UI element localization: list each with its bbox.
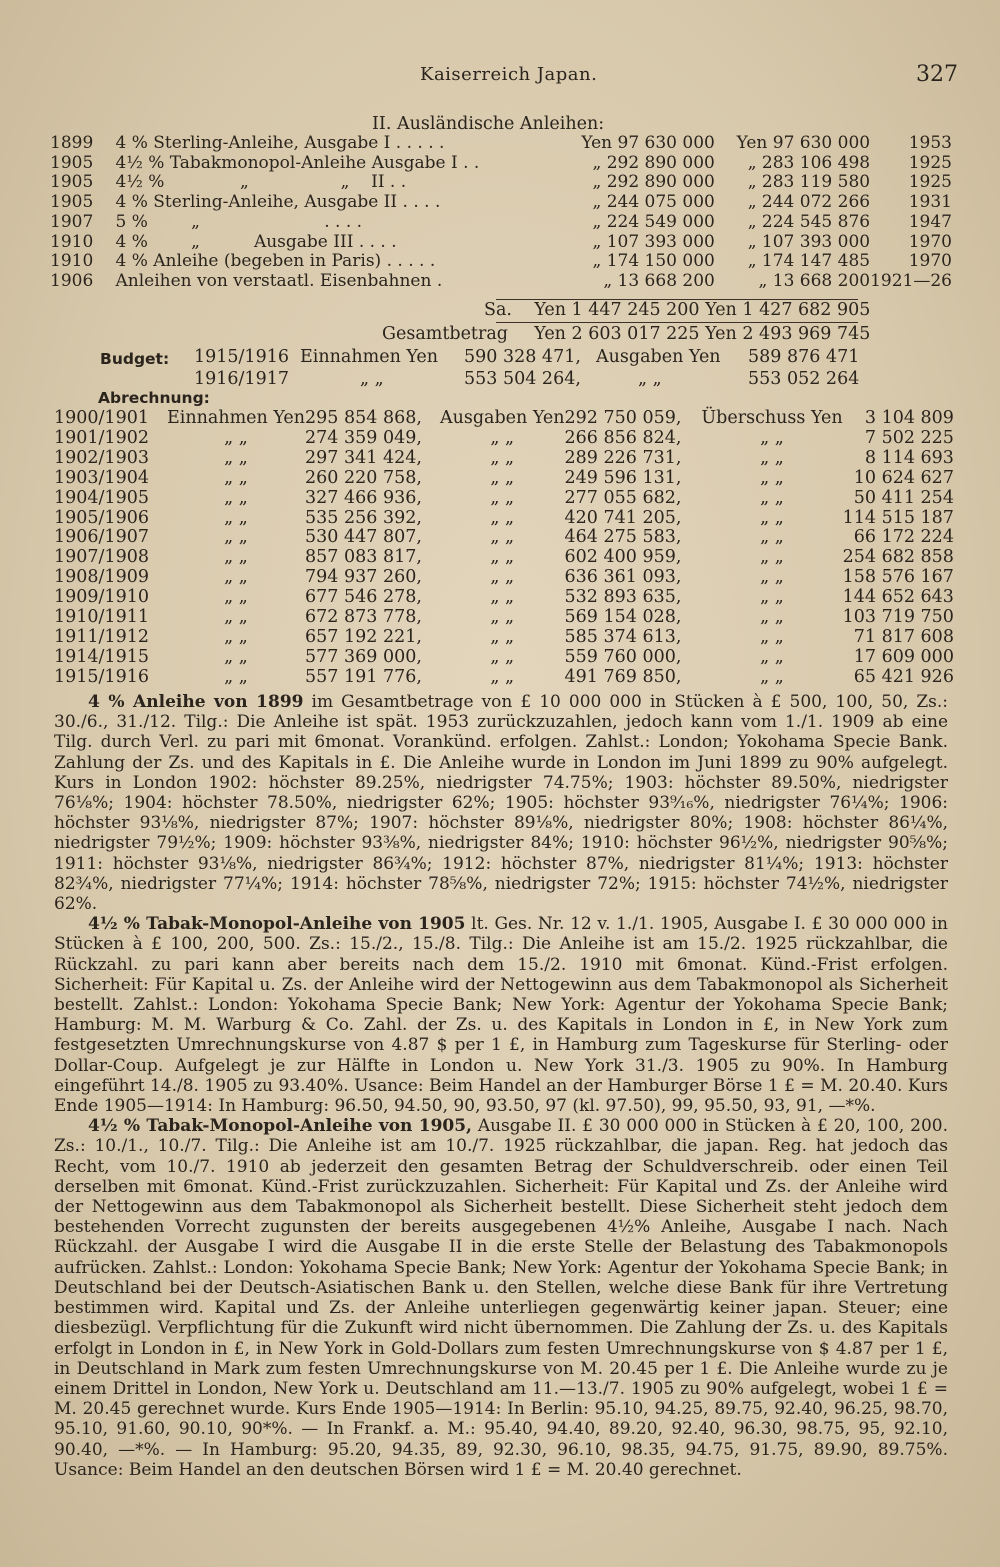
accounts-surplus: 17 609 000 bbox=[853, 646, 954, 667]
accounts-income: 297 341 424, bbox=[305, 447, 422, 468]
grand-total-issued: Yen 2 603 017 225 bbox=[534, 324, 700, 344]
accounts-row bbox=[54, 628, 954, 648]
accounts-expense: 585 374 613, bbox=[564, 626, 682, 647]
accounts-expense-label: „ „ bbox=[490, 487, 515, 508]
loan-maturity: 1921—26 bbox=[870, 270, 952, 291]
accounts-income-label: „ „ bbox=[224, 467, 248, 488]
budget-income-label: Einnahmen Yen bbox=[300, 347, 439, 367]
accounts-year: 1901/1902 bbox=[54, 427, 149, 448]
accounts-expense: 289 226 731, bbox=[564, 447, 682, 468]
budget-label: Budget: bbox=[100, 350, 170, 368]
loan-heading: 4 % Anleihe von 1899 bbox=[88, 692, 304, 712]
accounts-expense: 602 400 959, bbox=[564, 547, 682, 568]
loan-amount-current: „ 224 545 876 bbox=[747, 211, 871, 232]
running-title: Kaiserreich Japan. bbox=[420, 64, 598, 85]
loan-amount-current: „ 13 668 200 bbox=[758, 270, 871, 291]
loan-heading: 4½ % Tabak-Monopol-Anleihe von 1905, bbox=[88, 1116, 472, 1137]
accounts-income-label: „ „ bbox=[224, 567, 248, 588]
subtotal-current: Yen 1 427 682 905 bbox=[705, 300, 871, 320]
accounts-expense-label: „ „ bbox=[490, 626, 515, 647]
loan-year: 1907 bbox=[50, 211, 94, 232]
accounts-income-label: „ „ bbox=[224, 447, 248, 468]
accounts-expense-label: „ „ bbox=[490, 587, 515, 608]
loan-description: 5 % „ . . . . bbox=[115, 211, 363, 232]
accounts-income: 295 854 868, bbox=[305, 408, 422, 428]
loan-description: 4 % Sterling-Anleihe, Ausgabe II . . . . bbox=[115, 192, 441, 213]
page-number: 327 bbox=[916, 62, 958, 87]
accounts-expense: 636 361 093, bbox=[564, 567, 682, 588]
loan-description: 4½ % Tabakmonopol-Anleihe Ausgabe I . . bbox=[115, 152, 480, 173]
accounts-surplus: 10 624 627 bbox=[853, 467, 954, 488]
accounts-income: 577 369 000, bbox=[305, 646, 422, 667]
loan-description: Anleihen von verstaatl. Eisenbahnen . bbox=[115, 270, 443, 291]
accounts-expense: 569 154 028, bbox=[564, 607, 682, 628]
loan-amount-issued: „ 244 075 000 bbox=[592, 192, 715, 213]
loan-row bbox=[50, 252, 952, 272]
accounts-row bbox=[54, 568, 954, 588]
accounts-surplus-label: „ „ bbox=[760, 447, 784, 468]
loan-description: 4 % „ Ausgabe III . . . . bbox=[115, 231, 397, 252]
accounts-income: 274 359 049, bbox=[305, 427, 422, 448]
accounts-income-label: „ „ bbox=[224, 587, 248, 608]
budget-expense-label: Ausgaben Yen bbox=[596, 347, 721, 367]
accounts-year: 1911/1912 bbox=[54, 626, 149, 647]
loan-paragraph bbox=[54, 914, 948, 1116]
accounts-income-label: „ „ bbox=[224, 646, 248, 667]
accounts-income-label: „ „ bbox=[224, 527, 248, 548]
loan-amount-issued: „ 292 890 000 bbox=[592, 152, 715, 173]
accounts-year: 1906/1907 bbox=[54, 527, 149, 548]
loan-paragraph bbox=[54, 692, 948, 914]
subtotal-issued: Yen 1 447 245 200 bbox=[534, 300, 700, 320]
accounts-income-label: „ „ bbox=[224, 487, 248, 508]
budget-income: 590 328 471, bbox=[464, 347, 581, 367]
subtotal-label: Sa. bbox=[484, 300, 512, 320]
accounts-expense: 277 055 682, bbox=[564, 487, 682, 508]
accounts-table bbox=[54, 409, 954, 688]
accounts-row bbox=[54, 429, 954, 449]
budget-expense-label: „ „ bbox=[638, 369, 662, 389]
accounts-income-label: Einnahmen Yen bbox=[166, 408, 306, 428]
accounts-expense-label: „ „ bbox=[490, 507, 515, 528]
accounts-expense: 420 741 205, bbox=[564, 507, 682, 528]
accounts-income: 672 873 778, bbox=[305, 607, 422, 628]
accounts-year: 1910/1911 bbox=[54, 607, 149, 628]
accounts-income: 794 937 260, bbox=[305, 567, 422, 588]
budget-income: 553 504 264, bbox=[464, 369, 581, 389]
accounts-year: 1905/1906 bbox=[54, 507, 149, 528]
accounts-expense-label: „ „ bbox=[490, 607, 515, 628]
accounts-income-label: „ „ bbox=[224, 626, 248, 647]
accounts-surplus-label: „ „ bbox=[760, 607, 784, 628]
loan-row bbox=[50, 154, 952, 174]
accounts-expense-label: „ „ bbox=[490, 467, 515, 488]
loan-description: 4 % Sterling-Anleihe, Ausgabe I . . . . . bbox=[115, 133, 445, 153]
accounts-income: 857 083 817, bbox=[305, 547, 422, 568]
accounts-surplus: 65 421 926 bbox=[853, 666, 954, 687]
loan-text: im Gesamtbetrage von £ 10 000 000 in Stücken à £ 500, 100, 50, Zs.: 30./6., 31./12. Tilg.: Die Anleihe ist spät. 1953 zurückzuzahlen, jedoch kann vom 1./1. 1909 ab eine Tilg. durch Verl. zu pari mit 6monat. Vorankünd. erfolgen. Zahlst.: London; Yokohama Specie Bank. Zahlung der Zs. und des Kapitals in £. Die Anleihe wurde in London im Juni 1899 zu 90% aufgelegt. Kurs in London 1902: höchster 89.25%, niedrigster 74.75%; 1903: höchster 89.50%, niedrigster 76⅛%; 1904: höchster 78.50%, niedrigster 62%; 1905: höchster 93⁹⁄₁₆%, niedrigster 76¼%; 1906: höchster 93⅛%, niedrigster 87%; 1907: höchster 89⅛%, niedrigster 80%; 1908: höchster 86¼%, niedrigster 79½%; 1909: höchster 93⅜%, niedrigster 84%; 1910: höchster 96½%, niedrigster 90⅝%; 1911: höchster 93⅛%, niedrigster 86¾%; 1912: höchster 87%, niedrigster 81¼%; 1913: höchster 82¾%, niedrigster 77¼%; 1914: höchster 78⅝%, niedrigster 72%; 1915: höchster 74½%, niedrigster 62%. bbox=[54, 692, 948, 915]
grand-total-current: Yen 2 493 969 745 bbox=[705, 324, 871, 344]
loan-year: 1905 bbox=[50, 152, 94, 173]
accounts-row bbox=[54, 648, 954, 668]
accounts-surplus-label: „ „ bbox=[760, 626, 784, 647]
loan-amount-current: „ 107 393 000 bbox=[747, 231, 871, 252]
foreign-loans-table bbox=[50, 134, 952, 292]
accounts-expense-label: „ „ bbox=[490, 547, 515, 568]
loan-year: 1910 bbox=[50, 231, 94, 252]
loan-row bbox=[50, 272, 952, 292]
loan-amount-current: „ 244 072 266 bbox=[747, 192, 871, 213]
loan-year: 1905 bbox=[50, 192, 94, 213]
accounts-expense: 464 275 583, bbox=[564, 527, 682, 548]
loan-row bbox=[50, 173, 952, 193]
accounts-row bbox=[54, 668, 954, 688]
accounts-expense: 532 893 635, bbox=[564, 587, 682, 608]
section-title: II. Ausländische Anleihen: bbox=[372, 114, 605, 134]
loan-year: 1899 bbox=[50, 133, 94, 153]
accounts-surplus-label: „ „ bbox=[760, 527, 784, 548]
accounts-surplus: 158 576 167 bbox=[842, 567, 954, 588]
loan-amount-current: „ 174 147 485 bbox=[747, 251, 871, 272]
accounts-income: 260 220 758, bbox=[305, 467, 422, 488]
accounts-row bbox=[54, 489, 954, 509]
accounts-surplus-label: Überschuss Yen bbox=[701, 408, 843, 428]
accounts-expense: 559 760 000, bbox=[564, 646, 682, 667]
loan-amount-issued: „ 174 150 000 bbox=[592, 251, 715, 272]
accounts-surplus: 114 515 187 bbox=[842, 507, 954, 528]
loan-description: 4½ % „ „ II . . bbox=[115, 172, 407, 193]
loan-description: 4 % Anleihe (begeben in Paris) . . . . . bbox=[115, 251, 436, 272]
accounts-row bbox=[54, 588, 954, 608]
loan-amount-issued: „ 107 393 000 bbox=[592, 231, 715, 252]
accounts-row bbox=[54, 548, 954, 568]
subtotal-row bbox=[484, 300, 869, 320]
accounts-income-label: „ „ bbox=[224, 427, 248, 448]
budget-expense: 553 052 264 bbox=[748, 369, 860, 389]
accounts-income-label: „ „ bbox=[224, 607, 248, 628]
budget-expense: 589 876 471 bbox=[748, 347, 860, 367]
accounts-year: 1907/1908 bbox=[54, 547, 149, 568]
accounts-expense: 266 856 824, bbox=[564, 427, 682, 448]
loan-amount-issued: „ 13 668 200 bbox=[603, 270, 715, 291]
loan-maturity: 1953 bbox=[908, 133, 952, 153]
accounts-surplus: 8 114 693 bbox=[864, 447, 954, 468]
accounts-income: 530 447 807, bbox=[305, 527, 422, 548]
accounts-row bbox=[54, 509, 954, 529]
accounts-surplus: 103 719 750 bbox=[842, 607, 954, 628]
accounts-expense: 491 769 850, bbox=[564, 666, 682, 687]
accounts-year: 1908/1909 bbox=[54, 567, 149, 588]
accounts-surplus: 144 652 643 bbox=[842, 587, 954, 608]
accounts-year: 1903/1904 bbox=[54, 467, 149, 488]
accounts-surplus-label: „ „ bbox=[760, 467, 784, 488]
accounts-surplus-label: „ „ bbox=[760, 666, 784, 687]
accounts-expense-label: „ „ bbox=[490, 646, 515, 667]
loan-row bbox=[50, 213, 952, 233]
loan-text: Ausgabe II. £ 30 000 000 in Stücken à £ 20, 100, 200. Zs.: 10./1., 10./7. Tilg.: Die Anleihe ist am 10./7. 1925 rückzahlbar, die japan. Reg. hat jedoch das Recht, vom 10./7. 1910 ab jederzeit den gesamten Betrag der Schuldverschreib. oder einen Teil derselben mit 6monat. Künd.-Frist zurückzuzahlen. Sicherheit: Für Kapital und Zs. der Anleihe wird der Nettogewinn aus dem Tabakmonopol als Sicherheit bestellt. Diese Sicherheit steht jedoch dem bestehenden Vorrecht zugunsten der bereits ausgegebenen 4½% Anleihe, Ausgabe I nach. Nach Rückzahl. der Ausgabe I wird die Ausgabe II in die erste Stelle der Belastung des Tabakmonopols aufrücken. Zahlst.: London: Yokohama Specie Bank; New York: Agentur der Yokohama Specie Bank; in Deutschland bei der Deutsch-Asiatischen Bank u. den Stellen, welche diese Bank für ihre Vertretung bestimmen wird. Kapital und Zs. der Anleihe unterliegen gegenwärtig keiner japan. Steuer; eine diesbezügl. Verpflichtung für die Zukunft wird nicht übernommen. Die Zahlung der Zs. u. des Kapitals erfolgt in London in £, in New York in Gold-Dollars zum festen Umrechnungskurse von $ 4.87 per 1 £, in Deutschland in Mark zum festen Umrechnungskurse von M. 20.45 per 1 £. Die Anleihe wurde zu je einem Drittel in London, New York u. Deutschland am 11.—13./7. 1905 zu 90% aufgelegt, wobei 1 £ = M. 20.45 gerechnet wurde. Kurs Ende 1905—1914: In Berlin: 95.10, 94.25, 89.75, 92.40, 96.25, 98.70, 95.10, 91.60, 90.10, 90*%. — In Frankf. a. M.: 95.40, 94.40, 89.20, 92.40, 96.30, 98.75, 95, 92.10, 90.40, —*%. — In Hamburg: 95.20, 94.35, 89, 92.30, 96.10, 98.35, 94.75, 91.75, 89.90, 89.75%. Usance: Beim Handel an den deutschen Börsen wird 1 £ = M. 20.40 gerechnet. bbox=[54, 1116, 948, 1480]
accounts-surplus-label: „ „ bbox=[760, 487, 784, 508]
loan-amount-issued: „ 292 890 000 bbox=[592, 172, 715, 193]
loan-paragraph bbox=[54, 1116, 948, 1480]
accounts-surplus-label: „ „ bbox=[760, 547, 784, 568]
budget-year: 1916/1917 bbox=[194, 369, 289, 389]
accounts-income: 327 466 936, bbox=[305, 487, 422, 508]
accounts-surplus-label: „ „ bbox=[760, 507, 784, 528]
accounts-surplus-label: „ „ bbox=[760, 427, 784, 448]
accounts-surplus: 66 172 224 bbox=[853, 527, 954, 548]
loan-amount-current: Yen 97 630 000 bbox=[736, 133, 871, 153]
loan-row bbox=[50, 193, 952, 213]
accounts-income-label: „ „ bbox=[224, 666, 248, 687]
loan-maturity: 1925 bbox=[908, 172, 952, 193]
accounts-row bbox=[54, 528, 954, 548]
accounts-income: 557 191 776, bbox=[305, 666, 422, 687]
loan-descriptions bbox=[54, 692, 948, 1480]
accounts-expense: 292 750 059, bbox=[564, 408, 682, 428]
loan-maturity: 1970 bbox=[908, 251, 952, 272]
loan-amount-issued: „ 224 549 000 bbox=[592, 211, 715, 232]
accounts-year: 1902/1903 bbox=[54, 447, 149, 468]
loan-maturity: 1947 bbox=[908, 211, 952, 232]
loan-text: lt. Ges. Nr. 12 v. 1./1. 1905, Ausgabe I. £ 30 000 000 in Stücken à £ 100, 200, 500. Zs.: 15./2., 15./8. Tilg.: Die Anleihe ist am 15./2. 1925 rückzahlbar, die Rückzahl. zu pari kann aber bereits nach dem 15./2. 1910 mit 6monat. Künd.-Frist erfolgen. Sicherheit: Für Kapital u. Zs. der Anleihe wird der Nettogewinn aus dem Tabakmonopol als Sicherheit bestellt. Zahlst.: London: Yokohama Specie Bank; New York: Agentur der Yokohama Specie Bank; Hamburg: M. M. Warburg & Co. Zahl. der Zs. u. des Kapitals in London in £, in New York zum festgesetzten Umrechnungskurse von 4.87 $ per 1 £, in Hamburg zum Tageskurse für Sterling- oder Dollar-Coup. Aufgelegt je zur Hälfte in London u. New York 31./3. 1905 zu 90%. In Hamburg eingeführt 14./8. 1905 zu 93.40%. Usance: Beim Handel an der Hamburger Börse 1 £ = M. 20.40. Kurs Ende 1905—1914: In Hamburg: 96.50, 94.50, 90, 93.50, 97 (kl. 97.50), 99, 95.50, 93, 91, —*%. bbox=[54, 914, 948, 1117]
loan-amount-issued: Yen 97 630 000 bbox=[581, 133, 715, 153]
accounts-expense-label: „ „ bbox=[490, 666, 515, 687]
accounts-expense-label: „ „ bbox=[490, 427, 515, 448]
accounts-expense-label: „ „ bbox=[490, 447, 515, 468]
loan-row bbox=[50, 134, 952, 154]
accounts-income: 657 192 221, bbox=[305, 626, 422, 647]
accounts-income: 677 546 278, bbox=[305, 587, 422, 608]
accounts-surplus: 254 682 858 bbox=[842, 547, 954, 568]
accounts-year: 1904/1905 bbox=[54, 487, 149, 508]
accounts-year: 1914/1915 bbox=[54, 646, 149, 667]
loan-maturity: 1925 bbox=[908, 152, 952, 173]
grand-total-row bbox=[382, 324, 869, 344]
accounts-year: 1915/1916 bbox=[54, 666, 149, 687]
accounts-row bbox=[54, 608, 954, 628]
loan-year: 1906 bbox=[50, 270, 94, 291]
accounts-income-label: „ „ bbox=[224, 507, 248, 528]
accounts-row bbox=[54, 469, 954, 489]
loan-maturity: 1970 bbox=[908, 231, 952, 252]
accounts-surplus-label: „ „ bbox=[760, 646, 784, 667]
loan-amount-current: „ 283 106 498 bbox=[747, 152, 871, 173]
loan-year: 1910 bbox=[50, 251, 94, 272]
accounts-expense: 249 596 131, bbox=[564, 467, 682, 488]
accounts-income-label: „ „ bbox=[224, 547, 248, 568]
loan-heading: 4½ % Tabak-Monopol-Anleihe von 1905 bbox=[88, 914, 466, 935]
grand-total-label: Gesamtbetrag bbox=[382, 324, 508, 344]
accounts-expense-label: „ „ bbox=[490, 527, 515, 548]
budget-year: 1915/1916 bbox=[194, 347, 289, 367]
accounts-row bbox=[54, 449, 954, 469]
accounts-surplus: 3 104 809 bbox=[864, 408, 954, 428]
accounts-expense-label: Ausgaben Yen bbox=[439, 408, 565, 428]
accounts-expense-label: „ „ bbox=[490, 567, 515, 588]
loan-amount-current: „ 283 119 580 bbox=[747, 172, 871, 193]
accounts-row bbox=[54, 409, 954, 429]
page-header bbox=[0, 62, 1000, 96]
budget-income-label: „ „ bbox=[360, 369, 384, 389]
accounts-surplus-label: „ „ bbox=[760, 587, 784, 608]
accounts-year: 1909/1910 bbox=[54, 587, 149, 608]
total-rule bbox=[496, 322, 858, 323]
loan-maturity: 1931 bbox=[908, 192, 952, 213]
loan-year: 1905 bbox=[50, 172, 94, 193]
accounts-income: 535 256 392, bbox=[305, 507, 422, 528]
accounts-surplus-label: „ „ bbox=[760, 567, 784, 588]
accounts-surplus: 50 411 254 bbox=[853, 487, 954, 508]
accounts-surplus: 7 502 225 bbox=[864, 427, 954, 448]
accounts-year: 1900/1901 bbox=[54, 408, 149, 428]
accounts-label: Abrechnung: bbox=[98, 389, 210, 407]
accounts-surplus: 71 817 608 bbox=[853, 626, 954, 647]
loan-row bbox=[50, 233, 952, 253]
